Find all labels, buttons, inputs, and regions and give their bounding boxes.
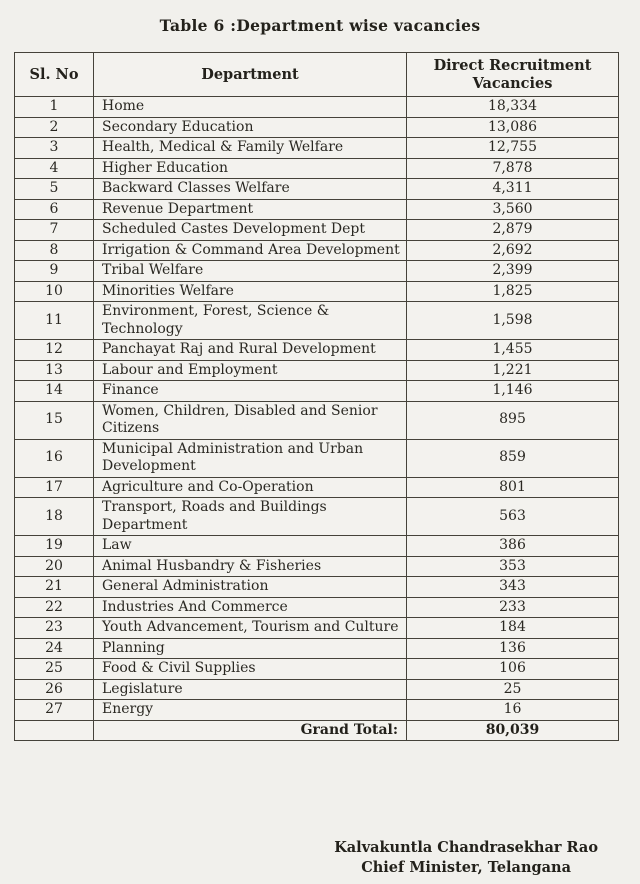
sl-no-cell: 1	[15, 97, 94, 118]
table-row	[15, 618, 619, 639]
department-cell: Environment, Forest, Science & Technology	[94, 302, 407, 340]
vacancies-cell: 18,334	[407, 97, 619, 118]
department-cell: Industries And Commerce	[94, 597, 407, 618]
vacancies-cell: 25	[407, 679, 619, 700]
table-row	[15, 498, 619, 536]
table-row	[15, 261, 619, 282]
vacancies-cell: 353	[407, 556, 619, 577]
vacancies-cell: 2,879	[407, 220, 619, 241]
vacancies-table	[14, 52, 619, 741]
sl-no-cell: 27	[15, 700, 94, 721]
signature-name: Kalvakuntla Chandrasekhar Rao	[334, 839, 598, 856]
vacancies-cell: 1,598	[407, 302, 619, 340]
vacancies-cell: 1,825	[407, 281, 619, 302]
sl-no-cell: 8	[15, 240, 94, 261]
department-cell: Finance	[94, 381, 407, 402]
department-cell: Legislature	[94, 679, 407, 700]
sl-no-cell: 12	[15, 340, 94, 361]
table-row	[15, 138, 619, 159]
table-row	[15, 439, 619, 477]
vacancies-cell: 12,755	[407, 138, 619, 159]
sl-no-cell: 24	[15, 638, 94, 659]
department-cell: Municipal Administration and Urban Development	[94, 439, 407, 477]
table-footer	[15, 720, 619, 741]
department-cell: General Administration	[94, 577, 407, 598]
vacancies-cell: 1,221	[407, 360, 619, 381]
column-header-vacancies: Direct Recruitment Vacancies	[407, 53, 619, 97]
vacancies-cell: 563	[407, 498, 619, 536]
table-row	[15, 477, 619, 498]
vacancies-cell: 184	[407, 618, 619, 639]
table-row	[15, 401, 619, 439]
vacancies-cell: 859	[407, 439, 619, 477]
table-row	[15, 179, 619, 200]
table-row	[15, 556, 619, 577]
table-row	[15, 597, 619, 618]
sl-no-cell: 6	[15, 199, 94, 220]
sl-no-cell: 14	[15, 381, 94, 402]
sl-no-cell: 23	[15, 618, 94, 639]
sl-no-cell: 4	[15, 158, 94, 179]
sl-no-cell: 16	[15, 439, 94, 477]
department-cell: Planning	[94, 638, 407, 659]
table-header-row	[15, 53, 619, 97]
department-cell: Tribal Welfare	[94, 261, 407, 282]
department-cell: Animal Husbandry & Fisheries	[94, 556, 407, 577]
vacancies-cell: 106	[407, 659, 619, 680]
table-row	[15, 281, 619, 302]
table-row	[15, 220, 619, 241]
department-cell: Food & Civil Supplies	[94, 659, 407, 680]
vacancies-cell: 13,086	[407, 117, 619, 138]
vacancies-cell: 1,146	[407, 381, 619, 402]
vacancies-cell: 1,455	[407, 340, 619, 361]
department-cell: Backward Classes Welfare	[94, 179, 407, 200]
department-cell: Home	[94, 97, 407, 118]
department-cell: Minorities Welfare	[94, 281, 407, 302]
vacancies-cell: 2,692	[407, 240, 619, 261]
sl-no-cell: 13	[15, 360, 94, 381]
signature-block	[334, 838, 598, 878]
column-header-sl-no: Sl. No	[15, 53, 94, 97]
vacancies-cell: 3,560	[407, 199, 619, 220]
vacancies-cell: 343	[407, 577, 619, 598]
department-cell: Revenue Department	[94, 199, 407, 220]
department-cell: Panchayat Raj and Rural Development	[94, 340, 407, 361]
department-cell: Energy	[94, 700, 407, 721]
table-row	[15, 340, 619, 361]
department-cell: Irrigation & Command Area Development	[94, 240, 407, 261]
sl-no-cell: 20	[15, 556, 94, 577]
grand-total-label: Grand Total:	[94, 720, 407, 741]
table-row	[15, 240, 619, 261]
table-row	[15, 536, 619, 557]
table-row	[15, 659, 619, 680]
sl-no-cell: 5	[15, 179, 94, 200]
department-cell: Agriculture and Co-Operation	[94, 477, 407, 498]
sl-no-cell: 7	[15, 220, 94, 241]
department-cell: Youth Advancement, Tourism and Culture	[94, 618, 407, 639]
vacancies-cell: 136	[407, 638, 619, 659]
vacancies-cell: 4,311	[407, 179, 619, 200]
department-cell: Labour and Employment	[94, 360, 407, 381]
sl-no-cell: 25	[15, 659, 94, 680]
sl-no-cell: 17	[15, 477, 94, 498]
sl-no-cell: 18	[15, 498, 94, 536]
table-row	[15, 302, 619, 340]
department-cell: Women, Children, Disabled and Senior Citizens	[94, 401, 407, 439]
column-header-department: Department	[94, 53, 407, 97]
table-body	[15, 97, 619, 721]
grand-total-row	[15, 720, 619, 741]
table-row	[15, 577, 619, 598]
table-row	[15, 117, 619, 138]
table-row	[15, 679, 619, 700]
grand-total-value: 80,039	[407, 720, 619, 741]
vacancies-cell: 16	[407, 700, 619, 721]
department-cell: Law	[94, 536, 407, 557]
table-row	[15, 97, 619, 118]
table-row	[15, 360, 619, 381]
vacancies-cell: 801	[407, 477, 619, 498]
sl-no-cell: 9	[15, 261, 94, 282]
sl-no-cell: 3	[15, 138, 94, 159]
vacancies-cell: 895	[407, 401, 619, 439]
sl-no-cell: 10	[15, 281, 94, 302]
table-row	[15, 199, 619, 220]
department-cell: Health, Medical & Family Welfare	[94, 138, 407, 159]
sl-no-cell: 11	[15, 302, 94, 340]
department-cell: Scheduled Castes Development Dept	[94, 220, 407, 241]
signature-designation: Chief Minister, Telangana	[361, 859, 571, 876]
sl-no-cell: 19	[15, 536, 94, 557]
sl-no-cell: 22	[15, 597, 94, 618]
sl-no-cell: 26	[15, 679, 94, 700]
table-row	[15, 158, 619, 179]
page-title: Table 6 :Department wise vacancies	[159, 16, 481, 35]
grand-total-empty-cell	[15, 720, 94, 741]
table-header	[15, 53, 619, 97]
table-row	[15, 700, 619, 721]
table-row	[15, 638, 619, 659]
sl-no-cell: 21	[15, 577, 94, 598]
vacancies-cell: 2,399	[407, 261, 619, 282]
vacancies-cell: 386	[407, 536, 619, 557]
sl-no-cell: 15	[15, 401, 94, 439]
department-cell: Higher Education	[94, 158, 407, 179]
department-cell: Secondary Education	[94, 117, 407, 138]
vacancies-cell: 7,878	[407, 158, 619, 179]
table-row	[15, 381, 619, 402]
vacancies-cell: 233	[407, 597, 619, 618]
department-cell: Transport, Roads and Buildings Department	[94, 498, 407, 536]
sl-no-cell: 2	[15, 117, 94, 138]
